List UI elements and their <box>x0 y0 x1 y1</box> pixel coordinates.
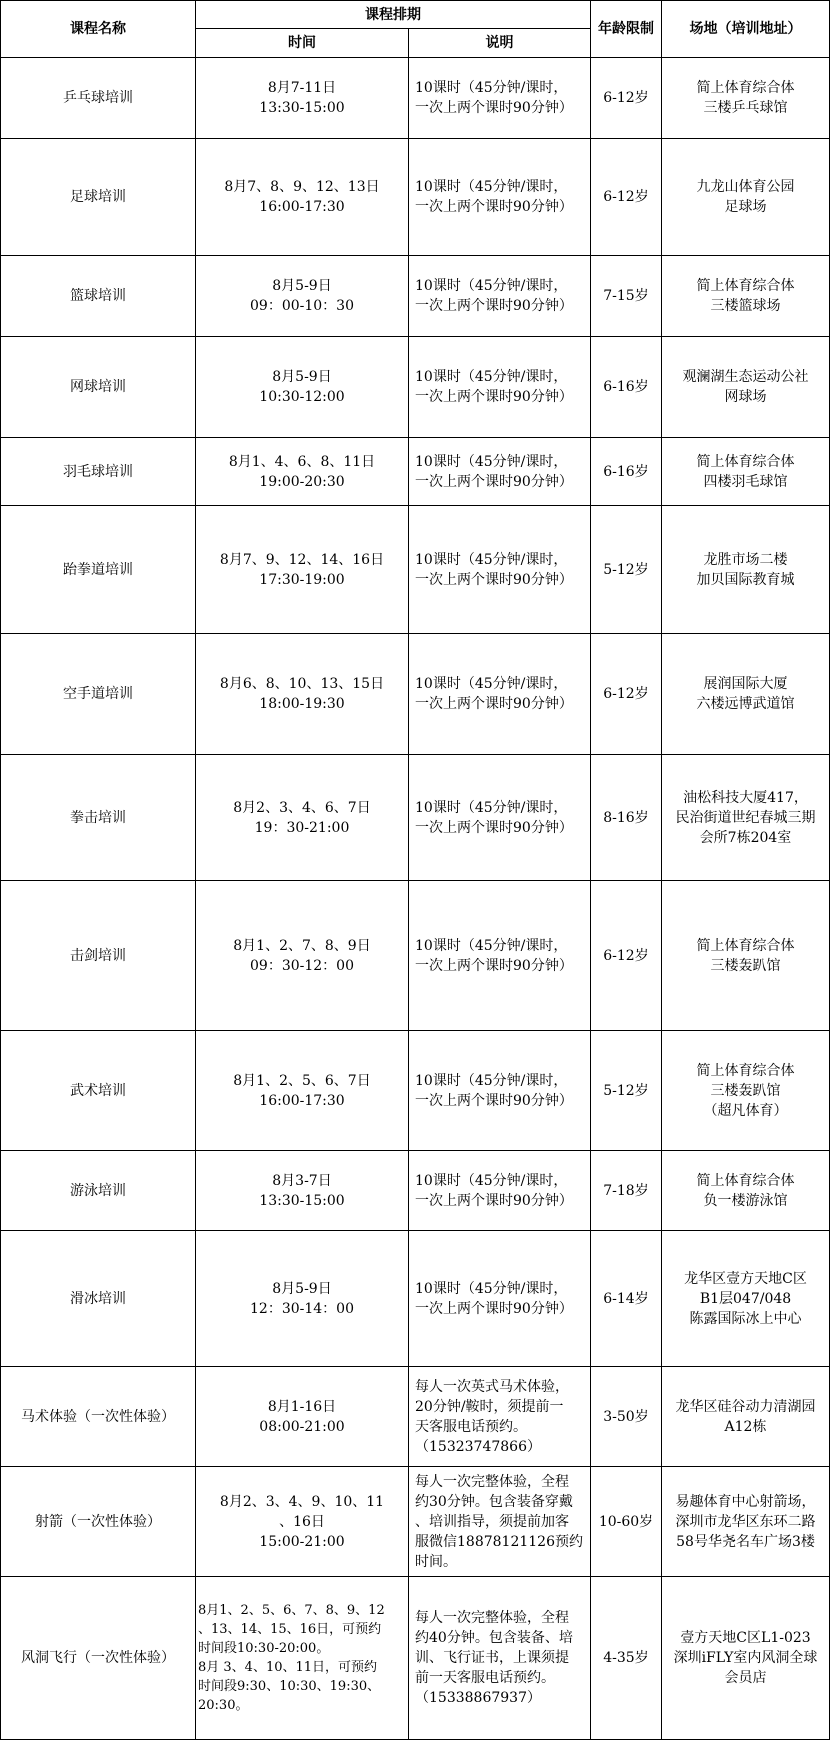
age-cell: 7-18岁 <box>591 1151 662 1231</box>
course-name-cell: 武术培训 <box>1 1031 196 1151</box>
time-cell: 8月1、2、7、8、9日 09：30-12：00 <box>196 881 409 1031</box>
time-cell: 8月7-11日 13:30-15:00 <box>196 58 409 139</box>
table-row <box>1 438 830 506</box>
time-cell: 8月1、2、5、6、7日 16:00-17:30 <box>196 1031 409 1151</box>
venue-cell: 简上体育综合体 三楼篮球场 <box>662 256 830 337</box>
table-row <box>1 755 830 881</box>
header-course-name: 课程名称 <box>1 1 196 58</box>
age-cell: 6-16岁 <box>591 337 662 438</box>
age-cell: 5-12岁 <box>591 506 662 634</box>
age-cell: 6-12岁 <box>591 58 662 139</box>
venue-cell: 壹方天地C区L1-023 深圳iFLY室内风洞全球 会员店 <box>662 1577 830 1740</box>
description-cell: 10课时（45分钟/课时， 一次上两个课时90分钟） <box>409 337 591 438</box>
description-cell: 10课时（45分钟/课时， 一次上两个课时90分钟） <box>409 438 591 506</box>
description-cell: 10课时（45分钟/课时， 一次上两个课时90分钟） <box>409 1151 591 1231</box>
age-cell: 6-16岁 <box>591 438 662 506</box>
age-cell: 4-35岁 <box>591 1577 662 1740</box>
table-row <box>1 1577 830 1740</box>
description-cell: 10课时（45分钟/课时， 一次上两个课时90分钟） <box>409 755 591 881</box>
course-name-cell: 跆拳道培训 <box>1 506 196 634</box>
venue-cell: 简上体育综合体 四楼羽毛球馆 <box>662 438 830 506</box>
venue-cell: 展润国际大厦 六楼远博武道馆 <box>662 634 830 755</box>
age-cell: 7-15岁 <box>591 256 662 337</box>
header-time: 时间 <box>196 29 409 58</box>
description-cell: 10课时（45分钟/课时， 一次上两个课时90分钟） <box>409 58 591 139</box>
course-name-cell: 击剑培训 <box>1 881 196 1031</box>
venue-cell: 观澜湖生态运动公社 网球场 <box>662 337 830 438</box>
time-cell: 8月3-7日 13:30-15:00 <box>196 1151 409 1231</box>
time-cell: 8月7、9、12、14、16日 17:30-19:00 <box>196 506 409 634</box>
description-cell: 10课时（45分钟/课时， 一次上两个课时90分钟） <box>409 881 591 1031</box>
time-cell: 8月6、8、10、13、15日 18:00-19:30 <box>196 634 409 755</box>
time-cell: 8月2、3、4、6、7日 19：30-21:00 <box>196 755 409 881</box>
time-cell: 8月5-9日 09：00-10：30 <box>196 256 409 337</box>
course-name-cell: 风洞飞行（一次性体验） <box>1 1577 196 1740</box>
age-cell: 5-12岁 <box>591 1031 662 1151</box>
header-age-limit: 年龄限制 <box>591 1 662 58</box>
table-row <box>1 139 830 256</box>
venue-cell: 易趣体育中心射箭场， 深圳市龙华区东环二路 58号华尧名车广场3楼 <box>662 1467 830 1577</box>
age-cell: 6-12岁 <box>591 634 662 755</box>
description-cell: 10课时（45分钟/课时， 一次上两个课时90分钟） <box>409 506 591 634</box>
time-cell: 8月1、2、5、6、7、8、9、12 、13、14、15、16日，可预约 时间段10:30-20:00。 8月 3、4、10、11日，可预约 时间段9:30、10:30、19:30、 20:30。 <box>196 1577 409 1740</box>
venue-cell: 油松科技大厦417， 民治街道世纪春城三期 会所7栋204室 <box>662 755 830 881</box>
course-name-cell: 拳击培训 <box>1 755 196 881</box>
age-cell: 6-14岁 <box>591 1231 662 1367</box>
table-row <box>1 337 830 438</box>
course-name-cell: 滑冰培训 <box>1 1231 196 1367</box>
venue-cell: 九龙山体育公园 足球场 <box>662 139 830 256</box>
course-name-cell: 羽毛球培训 <box>1 438 196 506</box>
table-row <box>1 634 830 755</box>
time-cell: 8月5-9日 12：30-14：00 <box>196 1231 409 1367</box>
course-name-cell: 网球培训 <box>1 337 196 438</box>
header-description: 说明 <box>409 29 591 58</box>
venue-cell: 龙胜市场二楼 加贝国际教育城 <box>662 506 830 634</box>
header-venue: 场地（培训地址） <box>662 1 830 58</box>
venue-cell: 简上体育综合体 负一楼游泳馆 <box>662 1151 830 1231</box>
course-name-cell: 足球培训 <box>1 139 196 256</box>
time-cell: 8月1、4、6、8、11日 19:00-20:30 <box>196 438 409 506</box>
age-cell: 6-12岁 <box>591 881 662 1031</box>
venue-cell: 简上体育综合体 三楼轰趴馆 <box>662 881 830 1031</box>
description-cell: 10课时（45分钟/课时， 一次上两个课时90分钟） <box>409 634 591 755</box>
age-cell: 10-60岁 <box>591 1467 662 1577</box>
course-name-cell: 乒乓球培训 <box>1 58 196 139</box>
venue-cell: 龙华区壹方天地C区 B1层047/048 陈露国际冰上中心 <box>662 1231 830 1367</box>
table-row <box>1 1367 830 1467</box>
description-cell: 每人一次完整体验，全程 约30分钟。包含装备穿戴 、培训指导，须提前加客 服微信18878121126预约 时间。 <box>409 1467 591 1577</box>
age-cell: 8-16岁 <box>591 755 662 881</box>
venue-cell: 龙华区硅谷动力清湖园 A12栋 <box>662 1367 830 1467</box>
time-cell: 8月2、3、4、9、10、11 、16日 15:00-21:00 <box>196 1467 409 1577</box>
header-row-top <box>1 1 830 29</box>
table-row <box>1 1231 830 1367</box>
description-cell: 10课时（45分钟/课时， 一次上两个课时90分钟） <box>409 1231 591 1367</box>
course-name-cell: 游泳培训 <box>1 1151 196 1231</box>
venue-cell: 简上体育综合体 三楼轰趴馆 （超凡体育） <box>662 1031 830 1151</box>
description-cell: 10课时（45分钟/课时， 一次上两个课时90分钟） <box>409 139 591 256</box>
description-cell: 10课时（45分钟/课时， 一次上两个课时90分钟） <box>409 256 591 337</box>
course-name-cell: 篮球培训 <box>1 256 196 337</box>
table-row <box>1 1031 830 1151</box>
description-cell: 10课时（45分钟/课时， 一次上两个课时90分钟） <box>409 1031 591 1151</box>
age-cell: 6-12岁 <box>591 139 662 256</box>
table-row <box>1 58 830 139</box>
table-row <box>1 1467 830 1577</box>
course-name-cell: 射箭（一次性体验） <box>1 1467 196 1577</box>
table-row <box>1 1151 830 1231</box>
table-row <box>1 506 830 634</box>
time-cell: 8月7、8、9、12、13日 16:00-17:30 <box>196 139 409 256</box>
description-cell: 每人一次完整体验，全程 约40分钟。包含装备、培 训、飞行证书，上课须提 前一天客服电话预约。 （15338867937） <box>409 1577 591 1740</box>
course-name-cell: 马术体验（一次性体验） <box>1 1367 196 1467</box>
time-cell: 8月1-16日 08:00-21:00 <box>196 1367 409 1467</box>
table-row <box>1 881 830 1031</box>
venue-cell: 简上体育综合体 三楼乒乓球馆 <box>662 58 830 139</box>
course-name-cell: 空手道培训 <box>1 634 196 755</box>
header-schedule: 课程排期 <box>196 1 591 29</box>
time-cell: 8月5-9日 10:30-12:00 <box>196 337 409 438</box>
table-row <box>1 256 830 337</box>
description-cell: 每人一次英式马术体验， 20分钟/鞍时，须提前一 天客服电话预约。 （15323747866） <box>409 1367 591 1467</box>
age-cell: 3-50岁 <box>591 1367 662 1467</box>
